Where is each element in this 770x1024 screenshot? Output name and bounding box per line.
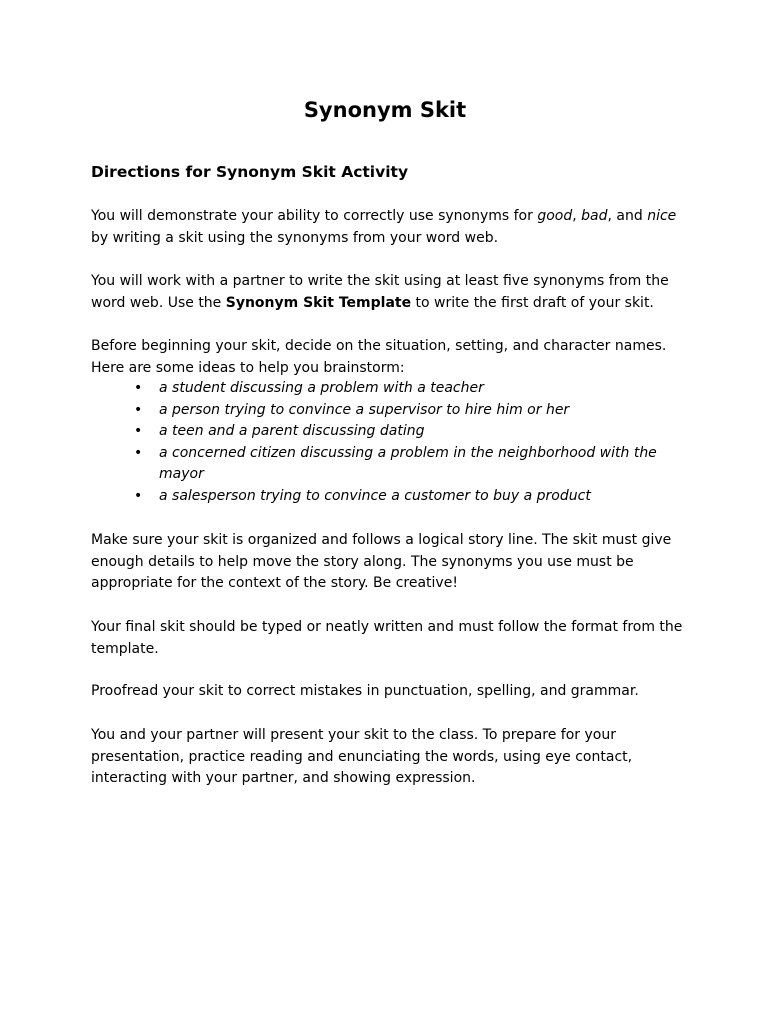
paragraph-proofread: Proofread your skit to correct mistakes in punctuation, spelling, and grammar. [91, 683, 639, 699]
list-item-text: a student discussing a problem with a teacher [159, 380, 484, 396]
list-item-text: a person trying to convince a supervisor to hire him or her [159, 401, 570, 418]
paragraph-final-skit: Your final skit should be typed or neatly written and must follow the format from the template. [91, 619, 683, 657]
list-item-text: a salesperson trying to convince a customer to buy a product [159, 487, 591, 504]
bullet-icon: • [134, 444, 143, 461]
bullet-icon: • [134, 401, 143, 418]
list-item [91, 378, 691, 400]
list-item-text: a teen and a parent discussing dating [159, 423, 425, 440]
bullet-icon: • [134, 380, 143, 396]
separator-text: , and [607, 208, 648, 224]
paragraph-text: by writing a skit using the synonyms from your word web. [91, 229, 499, 246]
paragraph-text: You will demonstrate your ability to correctly use synonyms for [91, 208, 538, 224]
word-good: good [537, 208, 573, 224]
paragraph-synonyms-intro [91, 206, 691, 249]
paragraph-presentation: You and your partner will present your skit to the class. To prepare for your presentation, practice reading and enunciating the words, using eye contact, interacting with your partner, and showing expression. [91, 727, 633, 787]
separator-text: , [572, 208, 582, 224]
list-item [91, 400, 691, 422]
paragraph-organization: Make sure your skit is organized and follows a logical story line. The skit must give enough details to help move the story along. The synonyms you use must be appropriate for the context of the story. Be creative! [91, 532, 672, 592]
document-title: Synonym Skit [303, 98, 467, 122]
ideas-list [91, 378, 691, 508]
paragraph-text: to write the first draft of your skit. [411, 294, 654, 311]
list-item [91, 443, 691, 486]
word-bad: bad [581, 208, 608, 224]
word-nice: nice [647, 208, 677, 224]
paragraph-brainstorm: Before beginning your skit, decide on the situation, setting, and character names. Here are some ideas to help you brainstorm: [91, 338, 667, 376]
list-item-text: a concerned citizen discussing a problem in the neighborhood with the mayor [159, 444, 657, 483]
bullet-icon: • [134, 423, 143, 440]
paragraph-text: You will work with a partner to write the skit using at least five synonyms from the word web. Use the [91, 273, 669, 311]
bullet-icon: • [134, 487, 143, 504]
section-heading: Directions for Synonym Skit Activity [91, 163, 409, 181]
template-name: Synonym Skit Template [225, 294, 412, 311]
list-item [91, 421, 691, 443]
paragraph-partner [91, 271, 691, 314]
list-item [91, 486, 691, 508]
